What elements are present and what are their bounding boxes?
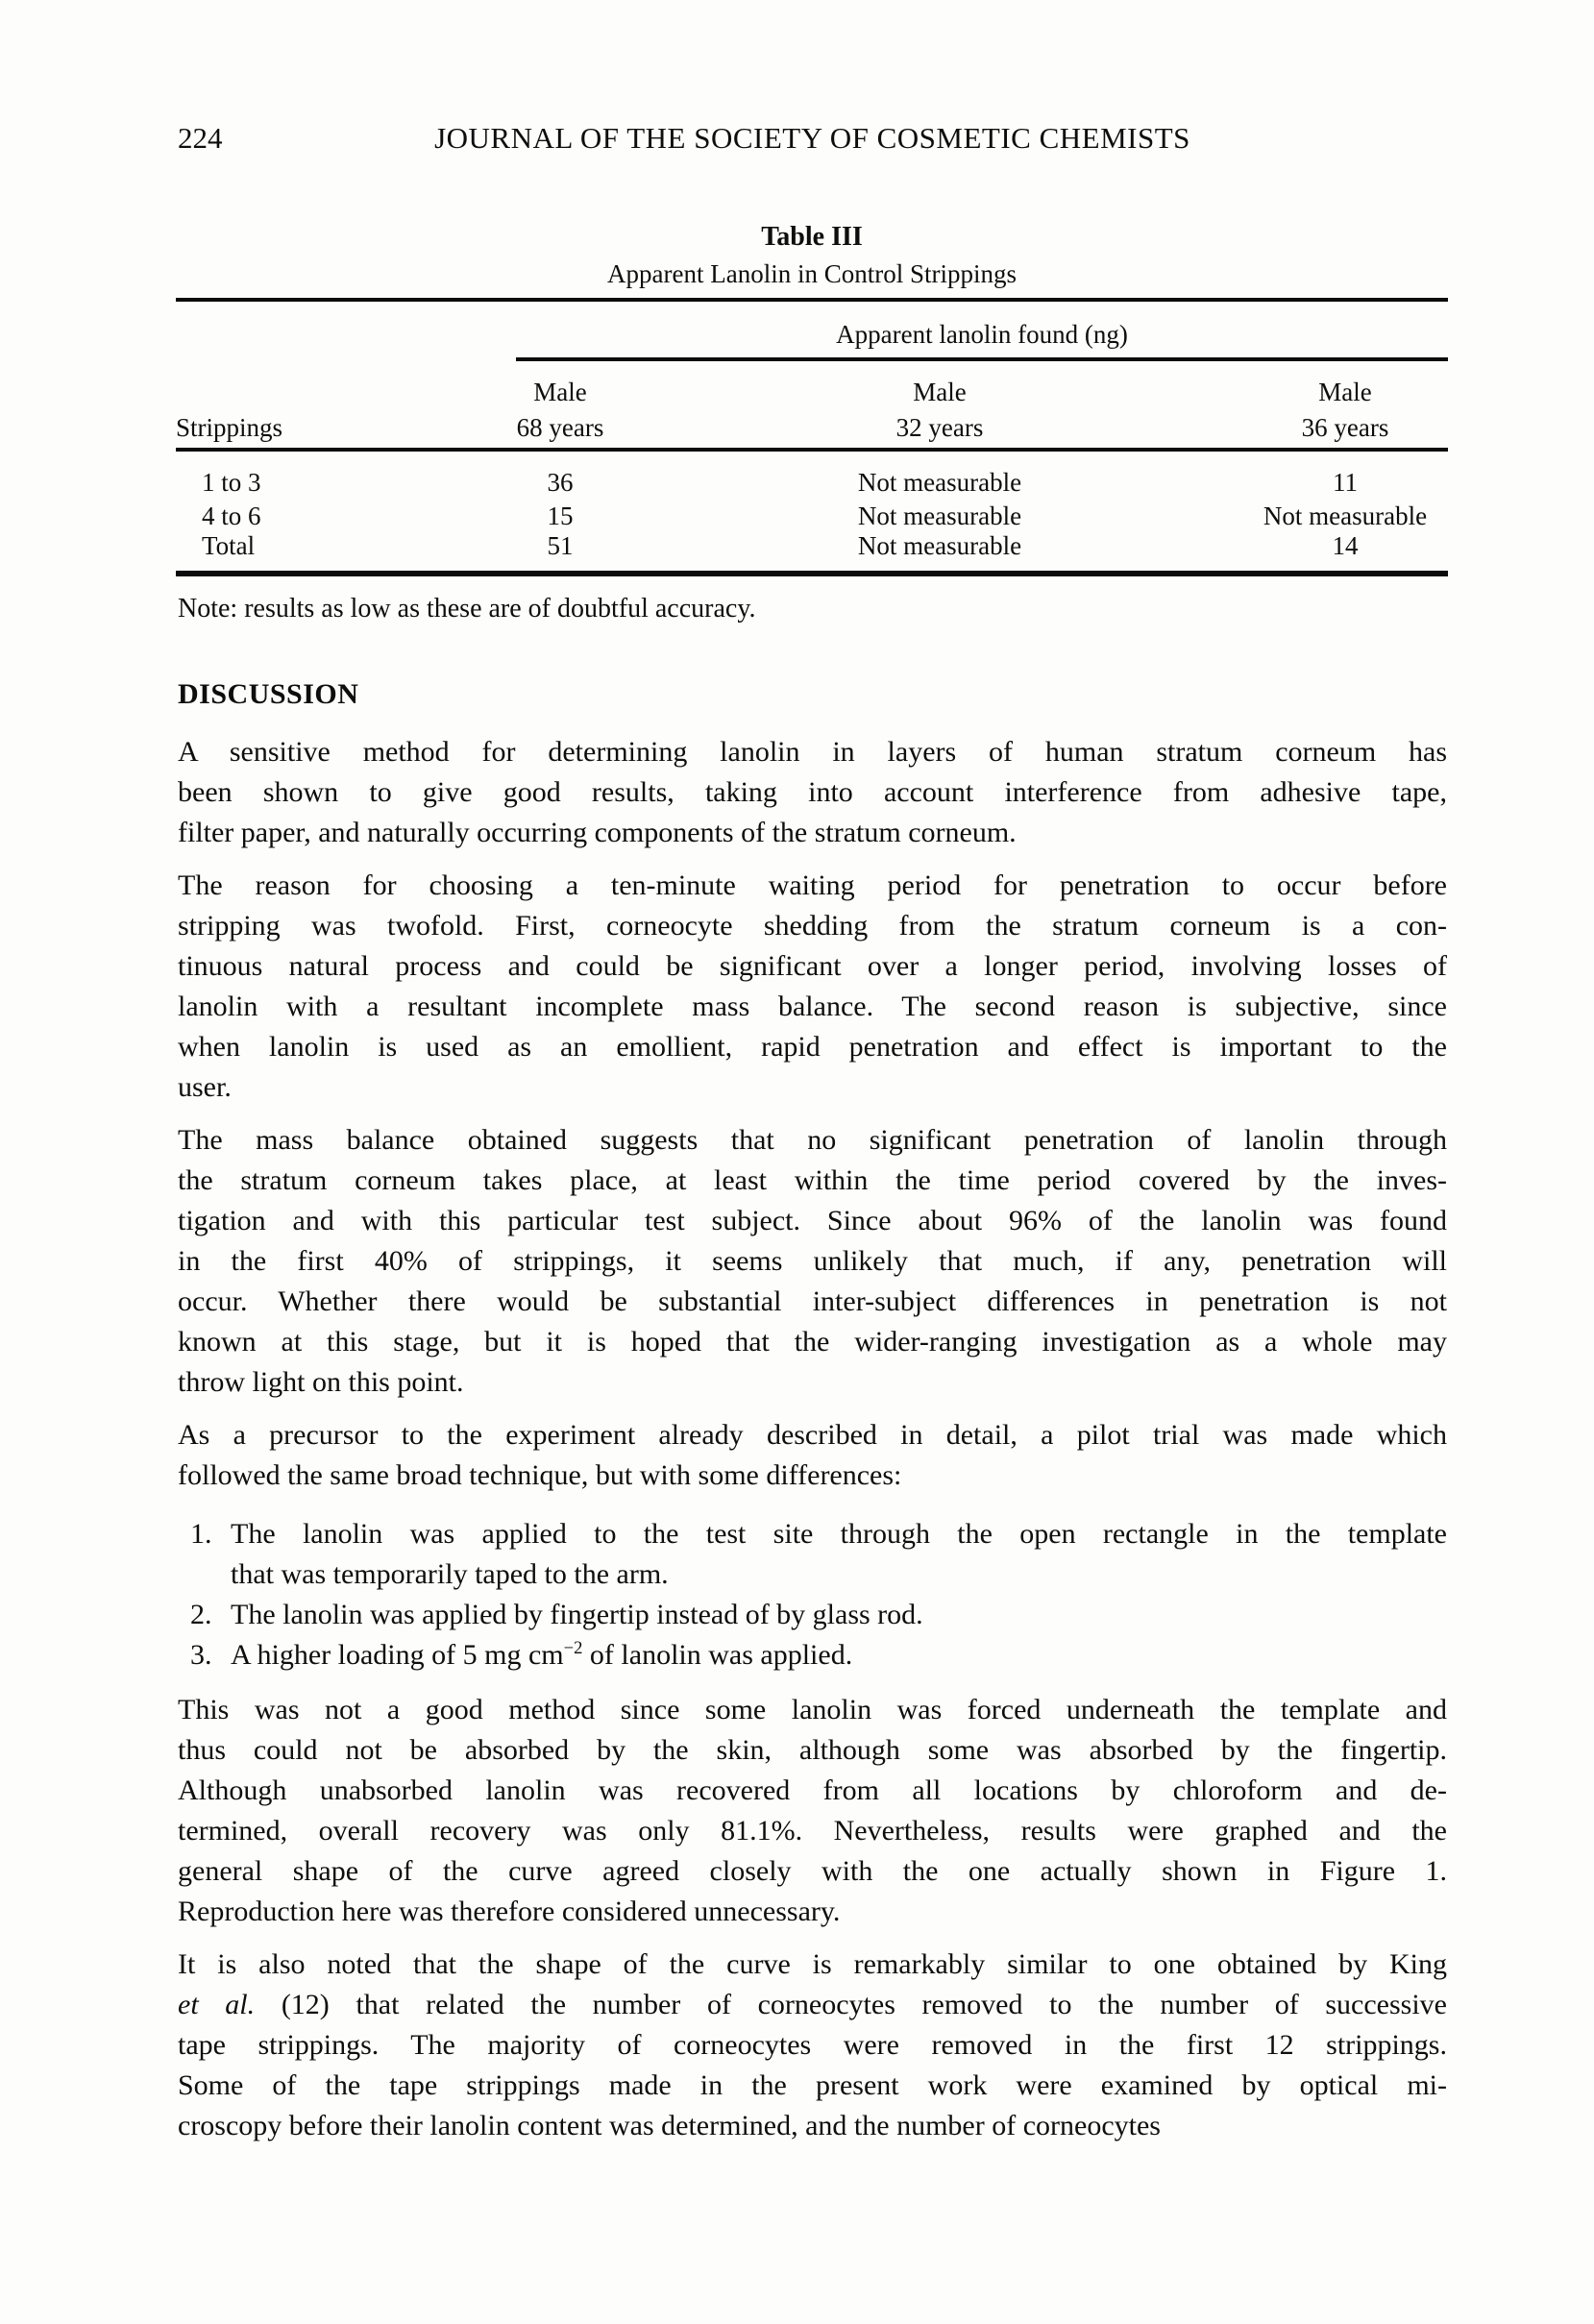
body-text — [178, 732, 1447, 2159]
running-head — [178, 121, 1447, 156]
paragraph — [178, 1945, 1447, 2146]
column-header: Male — [1318, 378, 1372, 406]
body-line: tape strippings. The majority of corneocytes were removed in the first 12 strippings. — [178, 2029, 1447, 2061]
table-subtitle: Apparent Lanolin in Control Strippings — [607, 259, 1017, 288]
body-line: thus could not be absorbed by the skin, although some was absorbed by the fingertip. — [178, 1734, 1447, 1766]
list-item — [178, 1595, 1447, 1635]
list-marker: 2. — [190, 1599, 212, 1630]
body-line: This was not a good method since some lanolin was forced underneath the template and — [178, 1694, 1447, 1725]
body-line: tinuous natural process and could be significant over a longer period, involving losses of — [178, 950, 1447, 982]
table-rule-header — [176, 448, 1448, 452]
body-line: filter paper, and naturally occurring components of the stratum corneum. — [178, 817, 1017, 848]
body-line: termined, overall recovery was only 81.1%. Nevertheless, results were graphed and the — [178, 1815, 1447, 1847]
paragraph — [178, 1690, 1447, 1932]
text-segment: A higher loading of 5 mg cm — [231, 1639, 564, 1671]
body-line: in the first 40% of strippings, it seems unlikely that much, if any, penetration will — [178, 1245, 1447, 1277]
body-line: A sensitive method for determining lanolin in layers of human stratum corneum has — [178, 736, 1447, 768]
column-header: 32 years — [895, 413, 984, 442]
body-line: known at this stage, but it is hoped that the wider-ranging investigation as a whole may — [178, 1326, 1447, 1358]
text-segment: of lanolin was applied. — [582, 1639, 853, 1671]
cell-value: Not measurable — [857, 468, 1022, 497]
table-row — [176, 466, 1448, 499]
body-line: the stratum corneum takes place, at least within the time period covered by the inves- — [178, 1164, 1447, 1196]
body-line: been shown to give good results, taking into account interference from adhesive tape, — [178, 776, 1447, 808]
section-heading: DISCUSSION — [178, 678, 359, 710]
body-line: occur. Whether there would be substantial inter-subject differences in penetration is not — [178, 1285, 1447, 1317]
row-label: 1 to 3 — [202, 468, 261, 497]
table-note: Note: results as low as these are of doubtful accuracy. — [178, 594, 756, 624]
cell-value: 15 — [547, 501, 574, 530]
body-line: The reason for choosing a ten-minute waiting period for penetration to occur before — [178, 869, 1447, 901]
body-line — [231, 1635, 1447, 1676]
body-line: It is also noted that the shape of the curve is remarkably similar to one obtained by King — [178, 1948, 1447, 1980]
paragraph — [178, 1120, 1447, 1403]
paragraph — [178, 1415, 1447, 1496]
column-header: 68 years — [516, 413, 604, 442]
body-line: As a precursor to the experiment already described in detail, a pilot trial was made which — [178, 1419, 1447, 1451]
body-line: that was temporarily taped to the arm. — [231, 1558, 669, 1590]
body-line: throw light on this point. — [178, 1366, 464, 1398]
stub-header: Strippings — [176, 413, 283, 442]
cell-value: Not measurable — [857, 531, 1022, 560]
page-number: 224 — [178, 121, 223, 155]
table-rule-top — [176, 298, 1448, 302]
list-marker: 3. — [190, 1639, 212, 1671]
paragraph — [178, 866, 1447, 1108]
table-rule-bottom — [176, 571, 1448, 576]
row-label: Total — [202, 531, 256, 560]
body-line: The lanolin was applied to the test site through the open rectangle in the template — [231, 1518, 1447, 1550]
superscript: −2 — [563, 1638, 583, 1658]
cell-value: 14 — [1332, 531, 1359, 560]
cell-value: Not measurable — [857, 501, 1022, 530]
body-line: user. — [178, 1071, 232, 1103]
column-header: Male — [913, 378, 967, 406]
body-line: The lanolin was applied by fingertip instead of by glass rod. — [231, 1599, 923, 1630]
list-marker: 1. — [190, 1518, 212, 1550]
body-line — [178, 1985, 1447, 2025]
body-line: lanolin with a resultant incomplete mass balance. The second reason is subjective, since — [178, 991, 1447, 1022]
cell-value: Not measurable — [1263, 501, 1428, 530]
body-line: The mass balance obtained suggests that no significant penetration of lanolin through — [178, 1124, 1447, 1156]
body-line: Although unabsorbed lanolin was recovered from all locations by chloroform and de- — [178, 1774, 1447, 1806]
italic-text: et al. — [178, 1989, 256, 2020]
body-line: tigation and with this particular test subject. Since about 96% of the lanolin was found — [178, 1205, 1447, 1236]
table-rule-spanner — [516, 357, 1448, 361]
table-iii — [176, 216, 1448, 583]
list-item — [178, 1514, 1447, 1595]
cell-value: 51 — [547, 531, 574, 560]
body-line: followed the same broad technique, but with some differences: — [178, 1459, 902, 1491]
paragraph — [178, 732, 1447, 853]
table-row — [176, 500, 1448, 532]
row-label: 4 to 6 — [202, 501, 261, 530]
cell-value: 11 — [1333, 468, 1358, 497]
body-line: stripping was twofold. First, corneocyte shedding from the stratum corneum is a con- — [178, 910, 1447, 942]
body-line: when lanolin is used as an emollient, rapid penetration and effect is important to the — [178, 1031, 1447, 1063]
table-row — [176, 529, 1448, 562]
body-line: Some of the tape strippings made in the present work were examined by optical mi- — [178, 2069, 1447, 2101]
numbered-list — [178, 1514, 1447, 1676]
column-header: Male — [533, 378, 587, 406]
body-line: Reproduction here was therefore considered unnecessary. — [178, 1896, 841, 1927]
cell-value: 36 — [547, 468, 574, 497]
list-item — [178, 1635, 1447, 1676]
column-spanner: Apparent lanolin found (ng) — [836, 320, 1128, 349]
table-title: Table III — [761, 222, 863, 252]
body-line: general shape of the curve agreed closely with the one actually shown in Figure 1. — [178, 1855, 1447, 1887]
running-title: JOURNAL OF THE SOCIETY OF COSMETIC CHEMISTS — [434, 121, 1190, 155]
column-header: 36 years — [1301, 413, 1389, 442]
text-segment: (12) that related the number of corneocytes removed to the number of successive — [255, 1989, 1447, 2020]
body-line: croscopy before their lanolin content was determined, and the number of corneocytes — [178, 2110, 1161, 2141]
